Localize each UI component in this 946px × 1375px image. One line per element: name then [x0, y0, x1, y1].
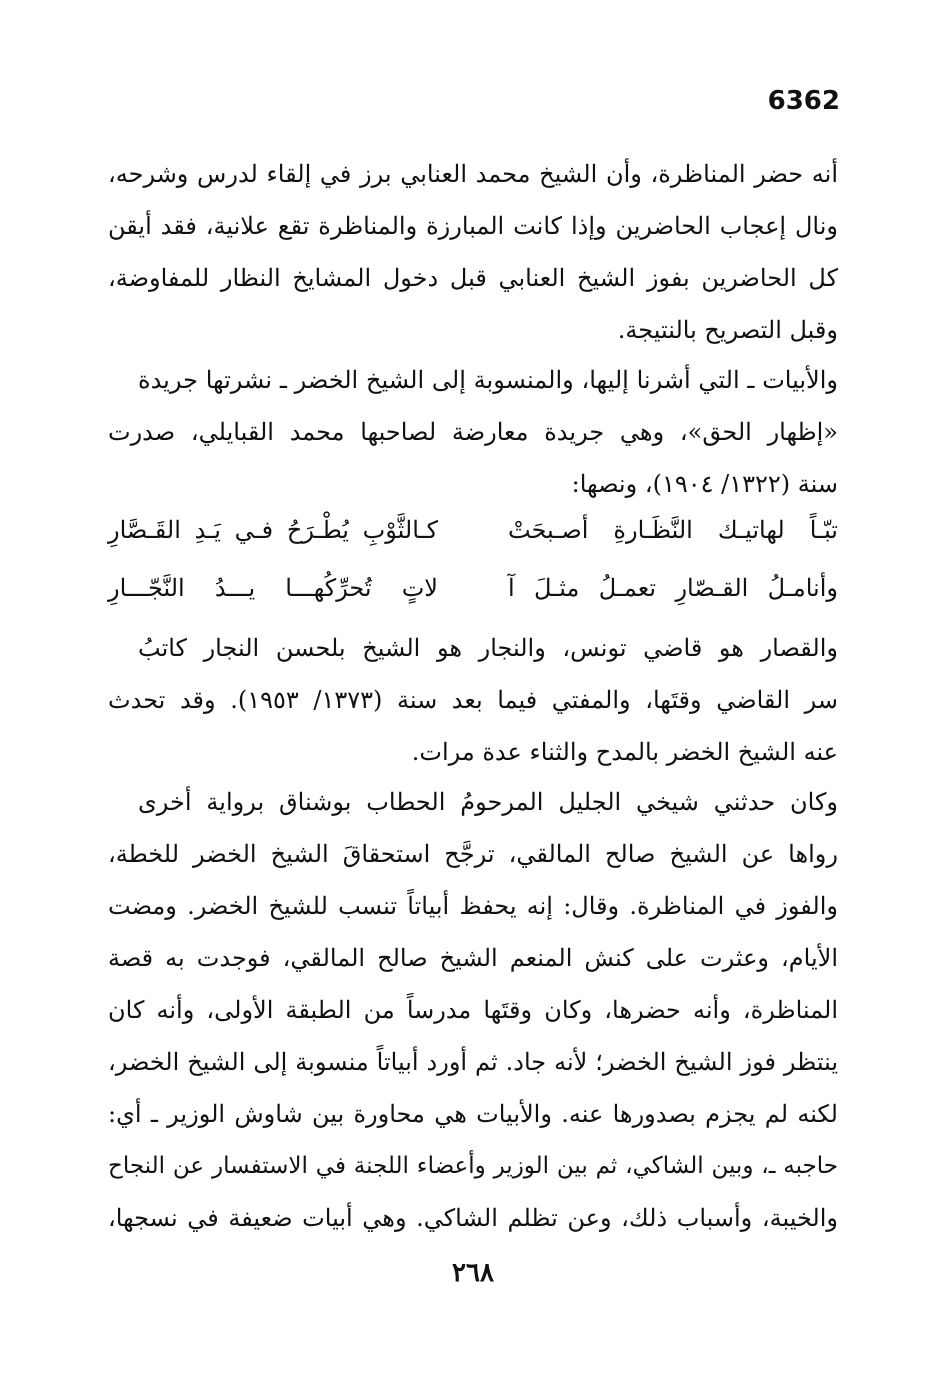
text-line: والخيبة، وأسباب ذلك، وعن تظلم الشاكي. وهي أبيات ضعيفة في نسجها،: [108, 1204, 838, 1232]
text-line: سنة (١٣٢٢/ ١٩٠٤)، ونصها:: [571, 470, 838, 498]
text-line: والفوز في المناظرة. وقال: إنه يحفظ أبياتاً تنسب للشيخ الخضر. ومضت: [108, 892, 838, 920]
text-line: «إظهار الحق»، وهي جريدة معارضة لصاحبها محمد القبايلي، صدرت: [108, 418, 838, 446]
page-id: 6362: [767, 86, 840, 116]
verse-2: [108, 562, 838, 614]
text-line: والأبيات ـ التي أشرنا إليها، والمنسوبة إلى الشيخ الخضر ـ نشرتها جريدة: [138, 366, 838, 394]
text-line: الأيام، وعثرت على كنش المنعم الشيخ صالح المالقي، فوجدت به قصة: [108, 944, 838, 972]
text-line: والقصار هو قاضي تونس، والنجار هو الشيخ بلحسن النجار كاتبُ: [138, 634, 838, 662]
page-number: ٢٦٨: [452, 1258, 494, 1288]
text-line: أنه حضر المناظرة، وأن الشيخ محمد العنابي برز في إلقاء لدرس وشرحه،: [108, 160, 838, 188]
text-line: رواها عن الشيخ صالح المالقي، ترجَّح استحقاقَ الشيخ الخضر للخطة،: [108, 840, 838, 868]
verse-first-hemistich: تبّـاً لهاتيـك النَّظَـارةِ أصـبحَتْ: [508, 516, 838, 544]
text-line: وكان حدثني شيخي الجليل المرحومُ الحطاب بوشناق برواية أخرى: [138, 788, 838, 816]
verse-second-hemistich: كـالثَّوْبِ يُطْـرَحُ فـي يَـدِ القَـصَّارِ: [108, 516, 438, 544]
text-line: ينتظر فوز الشيخ الخضر؛ لأنه جاد. ثم أورد أبياتاً منسوبة إلى الشيخ الخضر،: [108, 1048, 838, 1076]
verse-1: [108, 504, 838, 556]
text-line: ونال إعجاب الحاضرين وإذا كانت المبارزة والمناظرة تقع علانية، فقد أيقن: [108, 212, 838, 240]
text-line: وقبل التصريح بالنتيجة.: [617, 316, 838, 344]
text-line: كل الحاضرين بفوز الشيخ العنابي قبل دخول المشايخ النظار للمفاوضة،: [108, 264, 838, 292]
text-line: المناظرة، وأنه حضرها، وكان وقتَها مدرساً من الطبقة الأولى، وأنه كان: [108, 996, 838, 1024]
text-line: سر القاضي وقتَها، والمفتي فيما بعد سنة (١٣٧٣/ ١٩٥٣). وقد تحدث: [108, 686, 838, 714]
text-line: حاجبه ـ، وبين الشاكي، ثم بين الوزير وأعضاء اللجنة في الاستفسار عن النجاح: [108, 1153, 838, 1179]
text-line: لكنه لم يجزم بصدورها عنه. والأبيات هي محاورة بين شاوش الوزير ـ أي:: [108, 1100, 838, 1128]
verse-first-hemistich: وأنامـلُ القـصّارِ تعمـلُ مثـلَ آ: [508, 574, 838, 602]
text-line: عنه الشيخ الخضر بالمدح والثناء عدة مرات.: [411, 738, 838, 766]
verse-second-hemistich: لاتٍ تُحرِّكُهـــا يـــدُ النَّجّـــارِ: [108, 574, 438, 602]
